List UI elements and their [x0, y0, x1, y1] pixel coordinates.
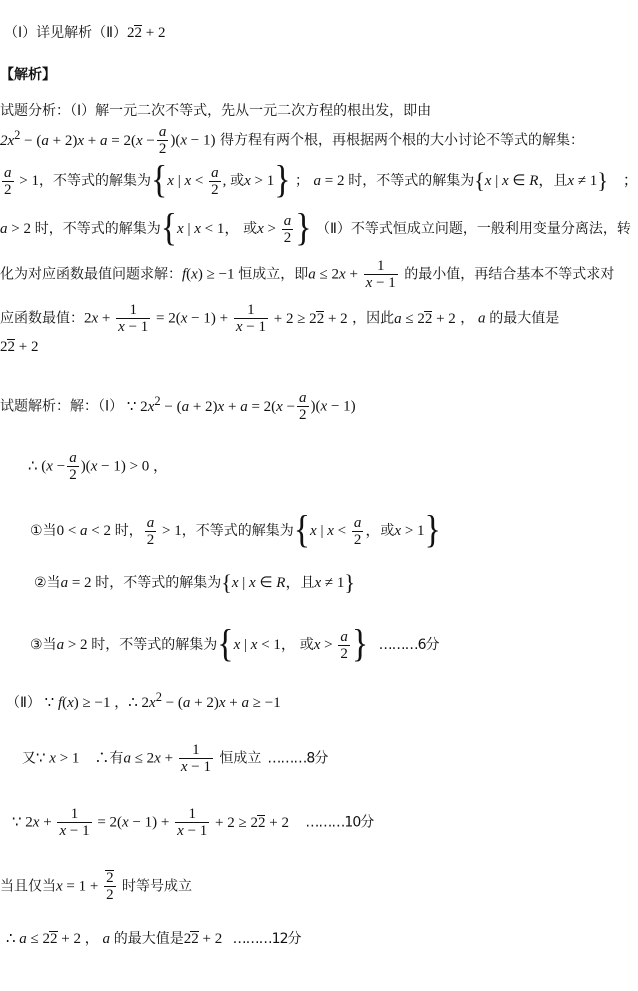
also-holds: 恒成立 — [219, 750, 262, 767]
case-3: ③当a > 2 时，不等式的解集为{x | x < 1， 或x > $\frac{a}{2}$ } ………6分 — [30, 623, 439, 666]
part-2-label: （Ⅱ） — [6, 695, 41, 711]
case-2-a: ②当 — [34, 575, 61, 591]
equality-b: 时等号成立 — [122, 878, 193, 895]
analysis-line-2-tail: 得方程有两个根，再根据两个根的大小讨论不等式的解集： — [219, 132, 584, 149]
l6-text-a: 应函数最值： — [0, 310, 84, 327]
analysis-line-6: 应函数最值：2x + $\frac{1}{x - 1}$ = 2(x − 1) + $\frac{1}{x - 1}$ + 2 ≥ 22 + 2 ，因此a ≤ 22 + 2 ， a 的最大值是 — [0, 302, 560, 335]
part-2-sep: ， — [114, 695, 129, 711]
solution-therefore: ∴ (x − $\frac{a}{2}$ )(x − 1) > 0 ， — [28, 450, 169, 483]
l6-text-b: ，因此 — [352, 310, 395, 327]
solution-intro-label: 试题解析：解：（Ⅰ） — [0, 398, 124, 415]
also-line: 又∵ x > 1 ∴有a ≤ 2x + $\frac{1}{x - 1}$ 恒成立 ………8分 — [22, 742, 328, 775]
case-1: ①当0 < a < 2 时， $\frac{a}{2}$ > 1，不等式的解集为{x | x < $\frac{a}{2}$ ，或x > 1} — [30, 509, 441, 552]
final-line: ∴ a ≤ 22 + 2 ， a 的最大值是22 + 2 ………12分 — [6, 931, 301, 947]
l3-text-b: ； — [295, 173, 310, 189]
set-R-2: R — [276, 575, 286, 591]
set-R: R — [529, 173, 539, 189]
analysis-line-4: a > 2 时，不等式的解集为{x | x < 1， 或x > $\frac{a}{2}$ } （Ⅱ）不等式恒成立问题，一般利用变量分离法，转 — [0, 207, 631, 250]
case-2: ②当a = 2 时，不等式的解集为{x | x ∈ R，且x ≠ 1} — [34, 570, 355, 595]
l5-text-b: 恒成立，即 — [238, 266, 309, 283]
also-label: 又 — [22, 750, 36, 767]
l5-text-c: 的最小值，再结合基本不等式求对 — [404, 266, 615, 283]
case-2-b: 时，不等式的解集为 — [95, 575, 222, 591]
answer-label: （Ⅰ）详见解析（Ⅱ） — [4, 25, 128, 41]
analysis-heading: 【解析】 — [0, 67, 56, 83]
case-3-b: 时，不等式的解集为 — [91, 637, 218, 653]
analysis-line-2: $2x^2 - (a + 2)x + a = 2(x$ − $\frac{a}{2}$ )(x − 1) 得方程有两个根，再根据两个根的大小讨论不等式的解集： — [0, 124, 584, 157]
analysis-result: 22 + 2 — [0, 339, 39, 355]
l4-text-b: （Ⅱ）不等式恒成立问题，一般利用变量分离法，转 — [316, 221, 631, 237]
inequality-line: ∵ 2x + $\frac{1}{x - 1}$ = 2(x − 1) + $\frac{1}{x - 1}$ + 2 ≥ 22 + 2 ………10分 — [12, 806, 374, 839]
word-or-2: 或 — [243, 221, 258, 237]
l4-text-a: 时，不等式的解集为 — [34, 221, 161, 237]
l5-text-a: 化为对应函数最值问题求解： — [0, 266, 182, 283]
word-or-3: 或 — [380, 523, 395, 539]
equality-a: 当且仅当 — [0, 878, 56, 895]
final-b: 的最大值是 — [113, 931, 184, 947]
answer-value: 22 + 2 — [127, 25, 166, 41]
score-6: ………6分 — [378, 637, 439, 653]
equality-line: 当且仅当x = 1 + $\frac{2}{2}$ 时等号成立 — [0, 870, 193, 903]
score-12: ………12分 — [232, 931, 301, 947]
word-or-4: 或 — [299, 637, 314, 653]
also-you: 有 — [109, 750, 124, 767]
l6-text-d: 的最大值是 — [489, 310, 560, 327]
case-1-b: 时， — [114, 523, 143, 539]
l3-text-a: ，不等式的解集为 — [38, 173, 151, 189]
case-3-a: ③当 — [30, 637, 57, 653]
l6-text-c: ， — [460, 310, 475, 327]
analysis-line-3: $\frac{a}{2}$ > 1，不等式的解集为{x | x < $\frac{a}{2}$ , 或x > 1} ； a = 2 时，不等式的解集为{x | x ∈ R，且x ≠ 1} ； — [4, 159, 638, 202]
analysis-intro: 试题分析：（Ⅰ）解一元二次不等式，先从一元二次方程的根出发，即由 — [0, 103, 432, 119]
case-1-a: ①当 — [30, 523, 57, 539]
answer-line — [4, 24, 166, 42]
final-a: ， — [84, 931, 99, 947]
word-and: 且 — [553, 173, 568, 189]
word-or: 或 — [230, 173, 245, 189]
l3-text-c: 时，不等式的解集为 — [348, 173, 475, 189]
score-10: ………10分 — [305, 814, 374, 831]
word-and-2: 且 — [300, 575, 315, 591]
score-8: ………8分 — [267, 750, 328, 767]
analysis-line-5: 化为对应函数最值问题求解：f(x) ≥ −1 恒成立，即a ≤ 2x + $\frac{1}{x - 1}$ 的最小值，再结合基本不等式求对 — [0, 258, 615, 291]
case-1-c: ，不等式的解集为 — [181, 523, 294, 539]
solution-intro: 试题解析：解：（Ⅰ） ∵ $2x^2 - (a + 2)x + a = 2(x$ − $\frac{a}{2}$ )(x − 1) — [0, 390, 356, 423]
part-2-line: （Ⅱ） ∵ f(x) ≥ −1 ，∴ $2x^2 - (a + 2)x + a \ge -1$ — [6, 690, 281, 711]
